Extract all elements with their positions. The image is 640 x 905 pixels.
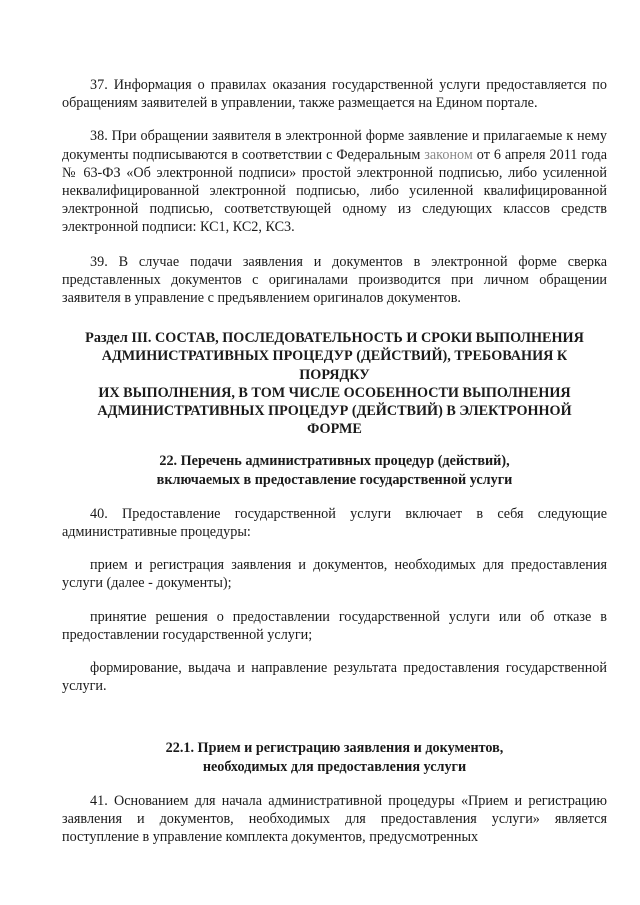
paragraph-39: 39. В случае подачи заявления и документов в электронной форме сверка представленных документов с оригиналами производится при личном обращении заявителя в управление с предъявлением оригиналов документов. <box>62 253 607 307</box>
paragraph-38-text-start: 38. При обращении заявителя в электронной форме заявление и прилагаемые к нему документы подписываются в соответствии с Федеральным <box>62 128 607 163</box>
subsection-22-heading-line: включаемых в предоставление государственной услуги <box>156 471 513 488</box>
subsection-22-heading-line: 22. Перечень административных процедур (действий), <box>159 453 510 470</box>
paragraph-38-text-end: от 6 апреля 2011 года № 63-ФЗ «Об электронной подписи» простой электронной подписью, либо усиленной неквалифицированной электронной подписью, либо усиленной квалифицированной электронной подписью, соответствующей одному из следующих классов средств электронной подписи: КС1, КС2, КС3. <box>62 146 607 236</box>
paragraph-38 <box>62 127 607 236</box>
subsection-22-1-heading <box>62 739 607 775</box>
section-3-heading-line: Раздел III. СОСТАВ, ПОСЛЕДОВАТЕЛЬНОСТЬ И СРОКИ ВЫПОЛНЕНИЯ <box>85 330 584 347</box>
section-3-heading-line: ИХ ВЫПОЛНЕНИЯ, В ТОМ ЧИСЛЕ ОСОБЕННОСТИ ВЫПОЛНЕНИЯ <box>98 384 571 401</box>
procedure-item-1: прием и регистрация заявления и документов, необходимых для предоставления услуги (далее - документы); <box>62 557 607 592</box>
section-3-heading-line: ФОРМЕ <box>307 421 362 438</box>
section-3-heading-line: АДМИНИСТРАТИВНЫХ ПРОЦЕДУР (ДЕЙСТВИЙ) В ЭЛЕКТРОННОЙ <box>97 403 572 420</box>
document-page <box>62 76 607 847</box>
paragraph-40: 40. Предоставление государственной услуги включает в себя следующие административные процедуры: <box>62 505 607 541</box>
subsection-22-1-heading-line: 22.1. Прием и регистрацию заявления и документов, <box>165 740 504 757</box>
paragraph-37: 37. Информация о правилах оказания государственной услуги предоставляется по обращениям заявителей в управлении, также размещается на Едином портале. <box>62 77 607 112</box>
paragraph-41: 41. Основанием для начала административной процедуры «Прием и регистрацию заявления и документов, необходимых для предоставления услуги» является поступление в управление комплекта документов, предусмотренных <box>62 792 607 846</box>
subsection-22-1-heading-line: необходимых для предоставления услуги <box>202 758 467 775</box>
subsection-22-heading <box>62 452 607 488</box>
procedure-item-3: формирование, выдача и направление результата предоставления государственной услуги. <box>62 660 607 695</box>
law-link[interactable]: законом <box>424 146 473 163</box>
procedure-item-2: принятие решения о предоставлении государственной услуги или об отказе в предоставлении государственной услуги; <box>62 608 607 643</box>
section-3-heading <box>62 329 607 438</box>
section-3-heading-line: АДМИНИСТРАТИВНЫХ ПРОЦЕДУР (ДЕЙСТВИЙ), ТРЕБОВАНИЯ К <box>101 348 568 365</box>
section-3-heading-line: ПОРЯДКУ <box>299 366 370 383</box>
